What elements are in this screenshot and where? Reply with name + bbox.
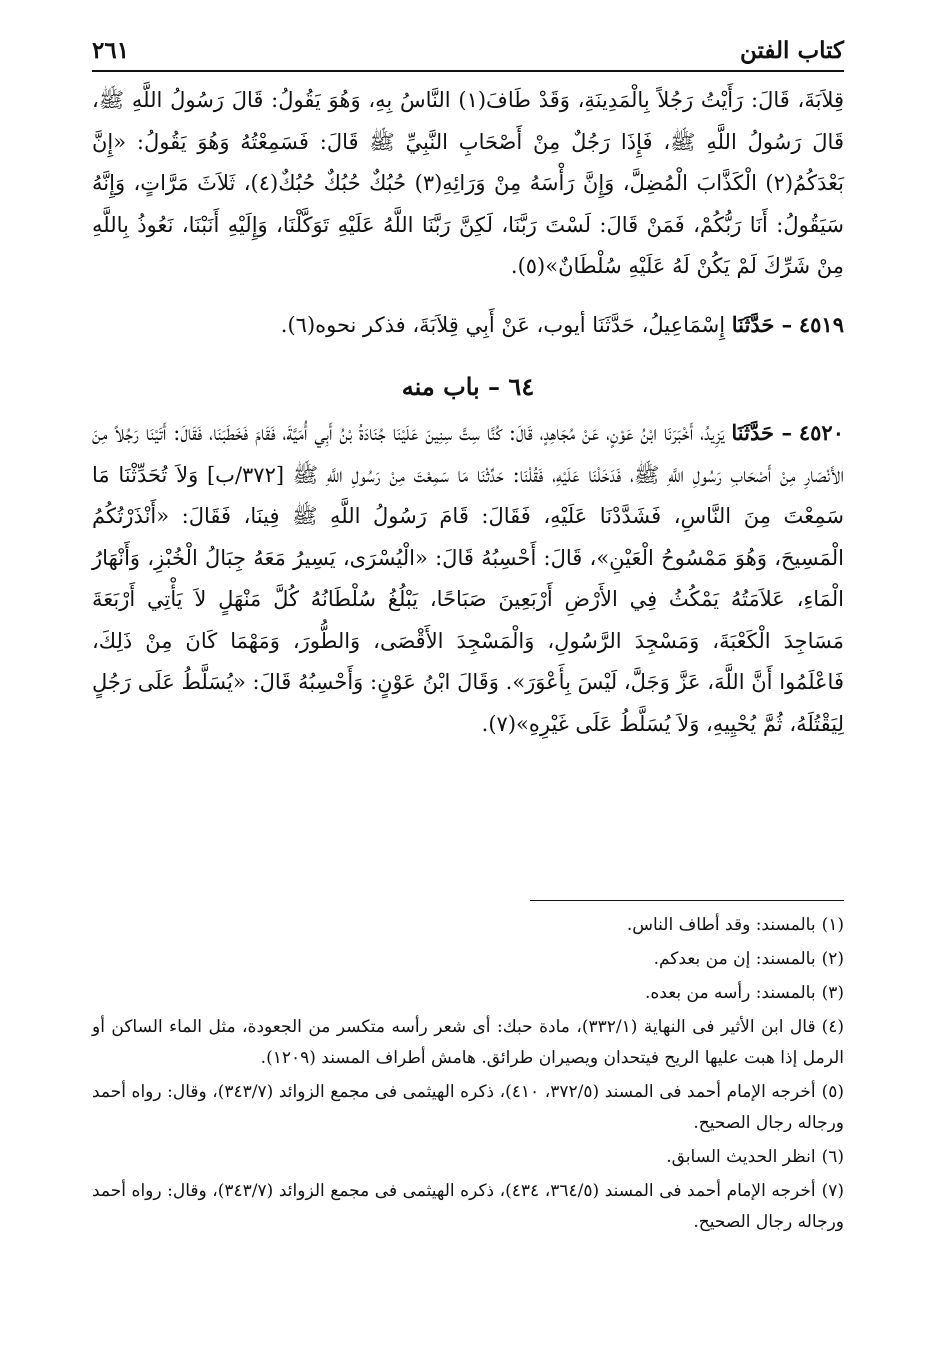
footnote-number: (٦) — [821, 1147, 844, 1167]
footnote-text: انظر الحديث السابق. — [666, 1147, 816, 1167]
hadith-text: يَزِيدُ، أَخْبَرَنَا ابْنُ عَوْنٍ، عَنْ مُجَاهِدٍ، قَالَ: كُنَّا سِتَّ سِنِينَ عَلَيْنَا جُنَادَةُ بْنُ أَبِي أُمَيَّةَ، فَقَامَ فَخَطَبَنَا، فَقَالَ: أَتَيْنَا رَجُلاً مِنَ الأَنْصَارِ مِنْ أَصْحَابِ رَسُولِ اللَّهِ ﷺ، فَدَخَلْنَا عَلَيْهِ، فَقُلْنَا: حَدِّثْنَا مَا سَمِعْتَ مِنْ رَسُولِ اللَّهِ ﷺ [٣٧٢/ب] وَلاَ تُحَدِّثْنَا مَا سَمِعْتَ مِنَ النَّاسِ، فَشَدَّدْنَا عَلَيْهِ، فَقَالَ: قَامَ رَسُولُ اللَّهِ ﷺ فِينَا، فَقَالَ: «أَنْذَرْتُكُمُ الْمَسِيحَ، وَهُوَ مَمْسُوحُ الْعَيْنِ»، قَالَ: أَحْسِبُهُ قَالَ: «الْيُسْرَى، يَسِيرُ مَعَهُ جِبَالُ الْخُبْزِ، وَأَنْهَارُ الْمَاءِ، عَلاَمَتُهُ يَمْكُثُ فِي الأَرْضِ أَرْبَعِينَ صَبَاحًا، يَبْلُغُ سُلْطَانُهُ كُلَّ مَنْهَلٍ لاَ يَأْتِي أَرْبَعَةَ مَسَاجِدَ الْكَعْبَةَ، وَمَسْجِدَ الرَّسُولِ، وَالْمَسْجِدَ الأَقْصَى، وَالطُّورَ، وَمَهْمَا كَانَ مِنْ ذَلِكَ، فَاعْلَمُوا أَنَّ اللَّهَ، عَزَّ وَجَلَّ، لَيْسَ بِأَعْوَرَ». وَقَالَ ابْنُ عَوْنٍ: وَأَحْسِبُهُ قَالَ: «يُسَلَّطُ عَلَى رَجُلٍ لِيَقْتُلَهُ، ثُمَّ يُحْيِيهِ، وَلاَ يُسَلَّطُ عَلَى غَيْرِهِ»(٧). — [92, 421, 844, 736]
footnote-number: (١) — [821, 915, 844, 935]
hadith-lead: – حَدَّثَنَا — [731, 420, 792, 445]
footnote-text: أخرجه الإمام أحمد فى المسند (٣٧٢/٥، ٤١٠)، ذكره الهيثمى فى مجمع الزوائد (٣٤٣/٧)، وقال: رواه أحمد ورجاله رجال الصحيح. — [92, 1082, 844, 1133]
hadith-text: إِسْمَاعِيلُ، حَدَّثَنَا أيوب، عَنْ أَبِي قِلاَبَةَ، فذكر نحوه(٦). — [280, 312, 726, 337]
page-number: ٢٦١ — [92, 36, 130, 64]
footnote-number: (٢) — [821, 949, 844, 969]
page-header — [92, 30, 844, 72]
footnote-number: (٧) — [821, 1181, 845, 1201]
hadith-number: ٤٥٢٠ — [798, 420, 844, 445]
footnote-number: (٣) — [821, 983, 844, 1003]
hadith-lead: – حَدَّثَنَا — [731, 311, 793, 337]
footnote-text: بالمسند: رأسه من بعده. — [644, 983, 816, 1003]
footnote — [92, 1142, 844, 1173]
footnote — [92, 910, 844, 941]
footnote-text: أخرجه الإمام أحمد فى المسند (٣٦٤/٥، ٤٣٤)، ذكره الهيثمى فى مجمع الزوائد (٣٤٣/٧)، وقال: رواه أحمد ورجاله رجال الصحيح. — [92, 1181, 844, 1232]
footnote-text: بالمسند: وقد أطاف الناس. — [626, 915, 816, 935]
book-title: كتاب الفتن — [739, 36, 844, 64]
footnote — [92, 1012, 844, 1074]
footnotes — [92, 910, 844, 1241]
footnote-number: (٤) — [821, 1017, 844, 1037]
hadith-4519 — [92, 304, 844, 347]
chapter-heading: ٦٤ – باب منه — [401, 372, 535, 401]
hadith-number: ٤٥١٩ — [798, 311, 844, 337]
hadith-continuation: قِلاَبَةَ، قَالَ: رَأَيْتُ رَجُلاً بِالْمَدِينَةِ، وَقَدْ طَافَ(١) النَّاسُ بِهِ، وَهُوَ يَقُولُ: قَالَ رَسُولُ اللَّهِ ﷺ، قَالَ رَسُولُ اللَّهِ ﷺ، فَإِذَا رَجُلٌ مِنْ أَصْحَابِ النَّبِيِّ ﷺ قَالَ: فَسَمِعْتُهُ وَهُوَ يَقُولُ: «إِنَّ بَعْدَكُمُ(٢) الْكَذَّابَ الْمُضِلَّ، وَإِنَّ رَأْسَهُ مِنْ وَرَائِهِ(٣) حُبُكٌ حُبُكٌ حُبُكٌ(٤)، ثَلاَثَ مَرَّاتٍ، وَإِنَّهُ سَيَقُولُ: أَنَا رَبُّكُمْ، فَمَنْ قَالَ: لَسْتَ رَبَّنَا، لَكِنَّ رَبَّنَا اللَّهُ عَلَيْهِ تَوَكَّلْنَا، وَإِلَيْهِ أَنَبْنَا، نَعُوذُ بِاللَّهِ مِنْ شَرِّكَ لَمْ يَكُنْ لَهُ عَلَيْهِ سُلْطَانٌ»(٥). — [92, 88, 845, 278]
footnote-number: (٥) — [821, 1082, 845, 1102]
footnote-text: قال ابن الأثير فى النهاية (٣٣٢/١)، مادة حبك: أى شعر رأسه متكسر من الجعودة، مثل الماء الساكن أو الرمل إذا هبت عليها الريح فيتحدان ويصيران طرائق. هامش أطراف المسند (١٢٠٩). — [92, 1017, 844, 1068]
footnote-text: بالمسند: إن من بعدكم. — [653, 949, 816, 969]
footnote — [92, 944, 844, 975]
footnote — [92, 978, 844, 1009]
footnote-divider — [530, 900, 844, 901]
footnote — [92, 1077, 844, 1139]
hadith-4520 — [92, 412, 844, 745]
main-text — [92, 80, 844, 745]
footnote — [92, 1176, 844, 1238]
